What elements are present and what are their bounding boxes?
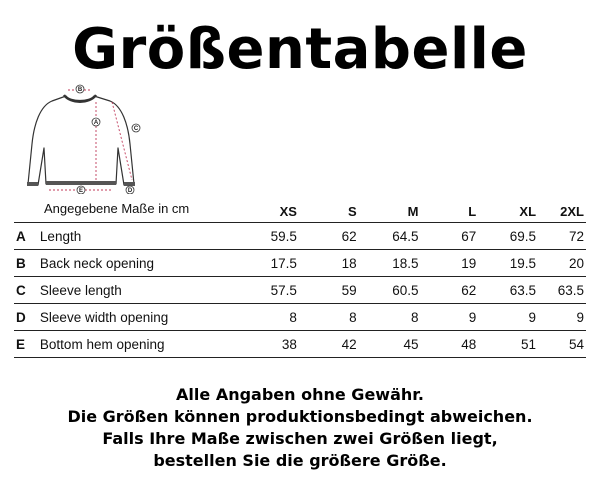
row-value: 51 <box>478 331 538 358</box>
table-row <box>14 277 586 304</box>
size-table <box>14 200 586 358</box>
row-value: 17.5 <box>239 250 299 277</box>
row-code: E <box>14 331 40 358</box>
size-header-row <box>14 200 586 223</box>
row-value: 62 <box>420 277 478 304</box>
size-header: S <box>347 203 357 219</box>
row-value: 19 <box>420 250 478 277</box>
disclaimer-line: Alle Angaben ohne Gewähr. <box>176 385 424 404</box>
row-value: 19.5 <box>478 250 538 277</box>
size-header: L <box>468 203 477 219</box>
row-value: 38 <box>239 331 299 358</box>
row-label: Sleeve width opening <box>40 304 239 331</box>
row-code: A <box>14 223 40 250</box>
row-value: 20 <box>538 250 586 277</box>
table-row <box>14 331 586 358</box>
row-value: 64.5 <box>359 223 421 250</box>
row-value: 18.5 <box>359 250 421 277</box>
table-row <box>14 304 586 331</box>
size-header: 2XL <box>560 203 584 219</box>
diagram-marker-a: A <box>93 120 99 126</box>
disclaimer-line: Falls Ihre Maße zwischen zwei Größen liegt, <box>102 429 498 448</box>
table-row <box>14 250 586 277</box>
row-value: 57.5 <box>239 277 299 304</box>
diagram-marker-b: B <box>77 87 83 93</box>
size-header: M <box>407 203 419 219</box>
size-header: XS <box>279 203 297 219</box>
row-value: 8 <box>239 304 299 331</box>
row-value: 63.5 <box>538 277 586 304</box>
row-value: 9 <box>538 304 586 331</box>
row-value: 62 <box>299 223 359 250</box>
diagram-marker-c: C <box>133 126 139 132</box>
page-title: Größentabelle <box>72 17 528 82</box>
row-value: 42 <box>299 331 359 358</box>
diagram-marker-e: E <box>78 188 84 194</box>
row-label: Back neck opening <box>40 250 239 277</box>
row-value: 48 <box>420 331 478 358</box>
row-value: 9 <box>478 304 538 331</box>
row-code: D <box>14 304 40 331</box>
row-value: 69.5 <box>478 223 538 250</box>
disclaimer-line: Die Größen können produktionsbedingt abweichen. <box>67 407 533 426</box>
sweatshirt-diagram-icon <box>18 84 146 194</box>
row-value: 72 <box>538 223 586 250</box>
row-value: 8 <box>359 304 421 331</box>
row-value: 8 <box>299 304 359 331</box>
disclaimer-line: bestellen Sie die größere Größe. <box>153 451 447 470</box>
row-label: Length <box>40 223 239 250</box>
row-code: C <box>14 277 40 304</box>
row-value: 18 <box>299 250 359 277</box>
unit-note: Angegebene Maße in cm <box>44 201 190 216</box>
row-value: 63.5 <box>478 277 538 304</box>
row-label: Bottom hem opening <box>40 331 239 358</box>
disclaimer-notes <box>0 384 600 472</box>
row-value: 9 <box>420 304 478 331</box>
row-value: 45 <box>359 331 421 358</box>
row-value: 67 <box>420 223 478 250</box>
row-code: B <box>14 250 40 277</box>
row-value: 54 <box>538 331 586 358</box>
size-header: XL <box>519 203 537 219</box>
row-value: 60.5 <box>359 277 421 304</box>
table-row <box>14 223 586 250</box>
row-label: Sleeve length <box>40 277 239 304</box>
diagram-marker-d: D <box>127 188 133 194</box>
row-value: 59 <box>299 277 359 304</box>
row-value: 59.5 <box>239 223 299 250</box>
